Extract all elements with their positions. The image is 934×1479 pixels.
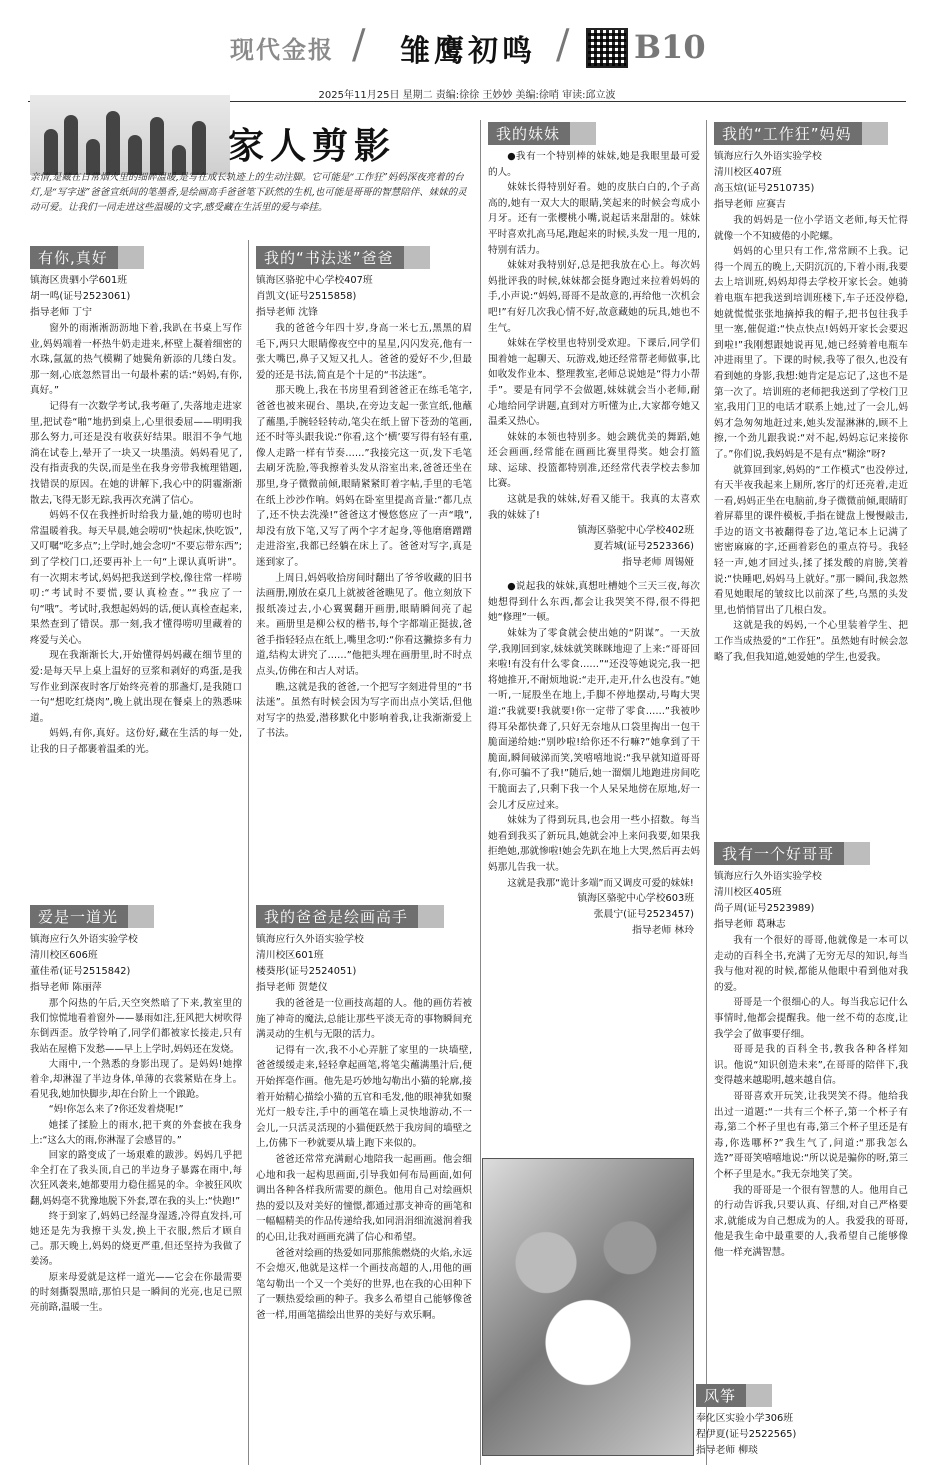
paragraph: 记得有一次数学考试,我考砸了,失落地走进家里,把试卷“啪”地扔到桌上,心里很委屈——明明我那么努力,可还是没有收获好结果。眼泪不争气地淌在试卷上,晕开了一块又一块墨渍。妈妈看见了,没有指责我的失误,而是坐在我身旁带我梳理错题,找错误的原因。在她的讲解下,我心中的阴霾渐渐散去,飞得无影无踪,我再次充满了信心。 [30,400,242,506]
paragraph: 回家的路变成了一场艰难的跋涉。妈妈几乎把伞全打在了我头顶,自己的半边身子暴露在雨中,每次狂风袭来,她都要用力稳住摇晃的伞。伞被狂风吹翻,妈妈毫不犹豫地脱下外套,罩在我的头上:“快跑!” [30,1150,242,1207]
teacher: 指导老师 沈锋 [256,307,318,318]
paragraph: “妈!你怎么来了?你还发着烧呢!” [48,1104,184,1116]
family-silhouette-image [30,95,230,175]
paragraph: 这就是我那“诡计多端”而又调皮可爱的妹妹! [507,877,694,889]
paragraph: 瞧,这就是我的爸爸,一个把写字刻进骨里的“书法迷”。虽然有时候会因为写字而出点小笑话,但他对写字的热爱,潜移默化中影响着我,让我渐渐爱上了书法。 [256,681,472,740]
masthead-divider: / [556,22,570,68]
paragraph: 这就是我的妹妹,好看又能干。我真的太喜欢我的妹妹了! [488,494,700,521]
article-meta [714,869,908,933]
paragraph: 妈妈不仅在我挫折时给我力量,她的唠叨也时常温暖着我。每天早晨,她会唠叨“快起床,快吃饭”,又叮嘱“吃多点”;上学时,她会念叨“不要忘带东西”;到了学校门口,还要再补上一句“上课认真听讲”。有一次期末考试,妈妈把我送到学校,像往常一样唠叨:“考试时不要慌,要认真检查。”“我应了一句“哦”。考试时,我想起妈妈的话,便认真检查起来,果然查到了错误。那一刻,我才懂得唠叨里藏着的疼爱与关心。 [30,510,242,646]
article-title: 我的爸爸是绘画高手 [256,905,444,928]
page-number: B10 [634,28,706,66]
article-body [714,933,908,1260]
teacher: 指导老师 林玲 [632,925,694,937]
author: 尚子周(证号2523989) [714,903,815,914]
paragraph: 原来母爱就是这样一道光——它会在你最需要的时刻撕裂黑暗,那怕只是一瞬间的光亮,也足已照亮前路,温暖一生。 [30,1271,242,1314]
article-good-brother [714,842,908,1260]
author: 高玉煊(证号2510735) [714,183,815,194]
paragraph: 妈妈的心里只有工作,常常顾不上我。记得一个周五的晚上,天阴沉沉的,下着小雨,我要去上培训班,妈妈却得去学校开家长会。她骑着电瓶车把我送到培训班楼下,车子还没停稳,她就慌慌张张地摘掉我的帽子,把书包往我手里一塞,催促道:“快点快点!妈妈开家长会要迟到啦!”我刚想跟她说再见,她已经骑着电瓶车冲进雨里了。下课的时候,我等了很久,也没有看到她的身影,我想:她肯定是忘记了,这也不是第一次了。培训班的老师把我送到了学校门卫室,我用门卫的电话才联系上她,过了一会儿,妈妈才急匆匆地赶过来,她头发湿淋淋的,顾不上擦,一个劲儿跟我说:“对不起,妈妈忘记来接你了。”你们说,我妈妈是不是有点“糊涂”呀? [714,246,908,460]
paragraph: 大雨中,一个熟悉的身影出现了。是妈妈!她撑着伞,却淋湿了半边身体,单薄的衣裳紧贴在身上。看见我,她加快脚步,却在台阶上一个踉跄。 [30,1058,242,1101]
column-rule [248,240,249,1465]
teacher: 指导老师 应赛吉 [714,199,786,210]
paragraph: ●说起我的妹妹,真想吐槽她个三天三夜,每次她想得到什么东西,都会让我哭笑不得,很不得把她“修理”一顿。 [488,581,700,624]
paragraph: 我有一个很好的哥哥,他就像是一本可以走动的百科全书,充满了无穷无尽的知识,每当我与他对视的时候,都能从他眼中看到他对我的爱。 [714,935,908,993]
artwork-title: 风筝 [696,1384,772,1407]
paragraph: 那个闷热的午后,天空突然暗了下来,教室里的我们惊慌地看着窗外——暴雨如注,狂风把大树吹得东倒西歪。放学铃响了,同学们都被家长接走,只有我站在屋檐下发愁——早上上学时,妈妈还在发烧。 [30,998,242,1055]
school: 奉化区实验小学306班 [696,1413,794,1424]
school-campus: 清川校区601班 [256,950,324,961]
school: 镇海应行久外语实验学校 [714,151,822,162]
paragraph: 终于到家了,妈妈已经湿身湿透,冷得直发抖,可她还是先为我擦干头发,换上干衣服,然后才顾自己。那天晚上,妈妈的烧更严重,但还坚持为我做了姜汤。 [30,1210,242,1268]
paragraph: 妹妹在学校里也特别受欢迎。下课后,同学们围着她一起聊天、玩游戏,她还经常帮老师做事,比如收发作业本、整理教室,老师总说她是“得力小帮手”。要是有同学不会做题,妹妹就会当小老师,耐心地给同学讲题,直到对方听懂为止,大家都夸她又温柔又热心。 [488,338,700,428]
article-love-is-light [30,905,242,1315]
paragraph: 我的哥哥是一个很有智慧的人。他用自己的行动告诉我,只要认真、仔细,对自己严格要求,就能成为自己想成为的人。我爱我的哥哥,他是我生命中最重要的人,我希望自己能够像他一样充满智慧。 [714,1184,908,1258]
article-title: 有你,真好 [30,246,144,269]
teacher: 指导老师 陈丽萍 [30,982,102,993]
author: 董佳希(证号2515842) [30,966,131,977]
dateline: 2025年11月25日 星期二 责编:徐徐 王妙妙 美编:徐哨 审读:邱立波 [318,90,616,101]
kite-drawing-image [482,1158,694,1456]
paragraph: 上周日,妈妈收拾房间时翻出了爷爷收藏的旧书法画册,刚放在桌几上就被爸爸瞧见了。他立刻放下报纸凑过去,小心翼翼翻开画册,眼睛瞬间亮了起来。画册里是柳公权的楷书,每个字都端正挺拔,爸爸手指轻轻点在纸上,嘴里念叨:“你看这撇捺多有力道,结构太讲究了……”他把头埋在画册里,时不时点点头,仿佛在和古人对话。 [256,572,472,678]
feature-title: 家人剪影 [228,125,397,167]
article-painter-dad [256,905,472,1323]
paragraph: 哥哥是我的百科全书,教我各种各样知识。他说“知识创造未来”,在哥哥的陪伴下,我变得越来越聪明,越来越自信。 [714,1044,908,1087]
qr-code-icon [586,28,628,68]
article-title: 我的“工作狂”妈妈 [714,122,888,145]
article-body [30,321,242,758]
author: 胡一鸣(证号2523061) [30,291,131,302]
feature-intro: 亲情,是藏在日常烟火里的细碎温暖,是写在成长轨迹上的生动注脚。它可能是“工作狂”妈妈深夜亮着的台灯,是“写字迷”爸爸宣纸间的笔墨香,是绘画高手爸爸笔下跃然的生机,也可能是哥哥的智慧陪伴、妹妹的灵动可爱。让我们一同走进这些温暖的文字,感受藏在生活里的爱与牵挂。 [30,172,467,213]
paragraph: 就算回到家,妈妈的“工作模式”也没停过,有天半夜我起来上厕所,客厅的灯还亮着,走近一看,妈妈正坐在电脑前,身子微微前倾,眼睛盯着屏幕里的课件模板,手指在键盘上慢慢敲击,手边的语文书被翻得卷了边,笔记本上记满了密密麻麻的字,还画着彩色的重点符号。我轻轻一声,她才回过头,揉了揉发酸的肩膀,笑着说:“快睡吧,妈妈马上就好。”那一瞬间,我忽然看见她眼尾的皱纹比以前深了些,乌黑的头发里,也悄悄冒出了几根白发。 [714,464,908,616]
masthead-divider: / [352,22,366,68]
article-meta [256,932,472,996]
school: 镇海区骆驼中心学校603班 [577,893,694,905]
byline [488,891,700,939]
article-body [256,996,472,1323]
article-workaholic-mom [714,122,908,665]
article-body [488,579,700,891]
article-you-are-good [30,246,242,758]
teacher: 指导老师 贺楚仪 [256,982,328,993]
byline [488,523,700,571]
article-title: 我有一个好哥哥 [714,842,870,865]
paragraph: 妹妹的本领也特别多。她会跳优美的舞蹈,她还会画画,经常能在画画比赛里得奖。她会打篮球、运球、投篮都特别准,还经常代表学校去参加比赛。 [488,431,700,490]
paragraph: 妈妈,有你,真好。这份好,藏在生活的每一处,让我的日子都裹着温柔的光。 [30,728,242,756]
teacher: 指导老师 周锡娅 [622,557,694,569]
paragraph: 现在我渐渐长大,开始懂得妈妈藏在细节里的爱:是每天早上桌上温好的豆浆和剥好的鸡蛋,是我写作业到深夜时客厅始终亮着的那盏灯,是我随口一句“想吃红烧肉”,晚上就出现在餐桌上的熟悉味道。 [30,650,242,724]
article-my-sister [488,122,700,939]
artwork-caption-kite [696,1384,906,1459]
author: 楼葵彤(证号2524051) [256,966,357,977]
teacher: 指导老师 葛琳志 [714,919,786,930]
school-campus: 清川校区606班 [30,950,98,961]
paragraph: 妹妹长得特别好看。她的皮肤白白的,个子高高的,她有一双大大的眼睛,笑起来的时候会弯成小月牙。还有一张樱桃小嘴,说起话来甜甜的。妹妹平时喜欢扎高马尾,跑起来的时候,头发一甩一甩的,特别有活力。 [488,182,700,256]
paragraph: 我的爸爸今年四十岁,身高一米七五,黑黑的眉毛下,两只大眼睛像夜空中的星星,闪闪发亮,他有一张大嘴巴,鼻子又短又扎人。爸爸的爱好不少,但最爱的还是书法,简直是个十足的“书法迷”。 [256,323,472,381]
paragraph: 她揉了揉脸上的雨水,把干爽的外套披在我身上:“这么大的雨,你淋湿了会感冒的。” [30,1119,242,1146]
article-title: 我的妹妹 [488,122,596,145]
paragraph: 窗外的雨淅淅沥沥地下着,我趴在书桌上写作业,妈妈端着一杯热牛奶走进来,杯壁上凝着细密的水珠,氤氲的热气模糊了她鬓角新添的几缕白发。那一刻,心底忽然冒出一句最朴素的话:“妈妈,有你,真好。” [30,323,242,397]
school: 镇海区骆驼中心学校407班 [256,275,373,286]
paragraph: 妹妹为了零食就会使出她的“阴谋”。一天放学,我刚回到家,妹妹就笑眯眯地迎了上来:“哥哥回来啦!有没有什么零食……”“还没等她说完,我一把将她推开,不耐烦地说:“走开,走开,什么也没有。”她一听,一屁股坐在地上,手脚不停地摆动,号啕大哭道:“我就要!我就要!你一定带了零食……”我被吵得耳朵都快聋了,只好无奈地从口袋里掏出一包干脆面递给她:“别吵啦!给你还不行嘛?”她拿到了干脆面,瞬间破涕而笑,笑嘻嘻地说:“我早就知道哥哥有,你可骗不了我!”随后,她一溜烟儿地跑进房间吃干脆面去了,只剩下我一个人呆呆地傍在原地,好一会儿才反应过来。 [488,628,700,811]
article-calligraphy-dad [256,246,472,742]
column-name: 雏鹰初鸣 [400,34,536,69]
teacher: 指导老师 丁宁 [30,307,92,318]
column-rule [706,120,707,1465]
paragraph: 哥哥是一个很细心的人。每当我忘记什么事情时,他都会提醒我。他一丝不苟的态度,让我学会了做事要仔细。 [714,997,908,1040]
article-title: 我的“书法迷”爸爸 [256,246,430,269]
article-meta [256,273,472,321]
article-meta [30,932,242,996]
paragraph: 哥哥喜欢开玩笑,让我哭笑不得。他给我出过一道题:“一共有三个杯子,第一个杯子有毒,第二个杯子里也有毒,第三个杯子里还是有毒,你选哪杯?”我生气了,问道:“那我怎么选?”哥哥笑嘻嘻地说:“所以说是骗你的呀,第三个杯子里是水。”我无奈地笑了笑。 [714,1090,909,1180]
school: 镇海区骆驼中心学校402班 [577,525,694,537]
article-meta [30,273,242,321]
article-body [714,213,908,665]
school: 镇海应行久外语实验学校 [30,934,138,945]
author: 夏若城(证号2523366) [593,541,694,553]
school: 镇海区贵驷小学601班 [30,275,128,286]
school-campus: 清川校区407班 [714,167,782,178]
article-body [30,996,242,1315]
school: 镇海应行久外语实验学校 [256,934,364,945]
paragraph: 那天晚上,我在书房里看到爸爸正在练毛笔字,爸爸也被来砚台、墨块,在旁边支起一张宣纸,他蘸了蘸墨,手腕轻轻转动,笔尖在纸上留下苍劲的笔画,还不时等头跟我说:“你看,这个‘横’要写得有轻有重,像人走路一样有节奏……”我接完这一页,发下毛笔去刷牙洗脸,等我擦着头发从浴室出来,爸爸还坐在那里,身子微微前倾,眼睛紧紧盯着字帖,手里的毛笔在纸上沙沙作响。妈妈在卧室里提高音量:“都几点了,还不快去洗澡!”爸爸这才慢悠悠应了一声“哦”,却没有放下笔,又写了两个字才起身,等他磨磨蹭蹭走进浴室,我都已经躺在床上了。爸爸对写字,真是迷到家了。 [256,385,472,568]
paragraph: 妹妹对我特别好,总是把我放在心上。每次妈妈批评我的时候,妹妹都会挺身跑过来拉着妈妈的手,小声说:“妈妈,哥哥不是故意的,再给他一次机会吧!”有好几次我心情不好,故意藏她的玩具,她也不生气。 [488,260,700,334]
artwork-meta [696,1411,906,1459]
school-campus: 清川校区405班 [714,887,782,898]
column-rule [480,120,481,1465]
article-meta [714,149,908,213]
author: 程伊夏(证号2522565) [696,1429,797,1440]
paragraph: 记得有一次,我不小心弄脏了家里的一块墙壁,爸爸缓缓走来,轻轻拿起画笔,将笔尖蘸满墨汁后,便开始挥毫作画。他先是巧妙地勾勒出小猫的轮廓,接着开始精心描绘小猫的五官和毛发,他的眼神犹如聚光灯一般专注,手中的画笔在墙上灵快地游动,不一会儿,一只活灵活现的小猫便跃然于我房间的墙壁之上,仿佛下一秒就要从墙上跑下来似的。 [256,1044,472,1150]
author: 肖凯文(证号2515858) [256,291,357,302]
teacher: 指导老师 柳琰 [696,1445,758,1456]
school: 镇海应行久外语实验学校 [714,871,822,882]
article-body [256,321,472,742]
author: 张晨宁(证号2523457) [593,909,694,921]
paragraph: 这就是我的妈妈,一个心里装着学生、把工作当成热爱的“工作狂”。虽然她有时候会忽略了我,但我知道,她爱她的学生,也爱我。 [714,620,908,663]
paper-name: 现代金报 [230,35,334,64]
paragraph: 爸爸对绘画的热爱如同那熊熊燃烧的火焰,永远不会熄灭,他就是这样一个画技高超的人,用他的画笔勾勒出一个又一个美好的世界,也在我的心田种下了一颗热爱绘画的种子。我多么希望自己能够像爸爸一样,用画笔描绘出世界的美好与欢乐啊。 [256,1247,472,1321]
paragraph: 妹妹为了得到玩具,也会用一些小招数。每当她看到我买了新玩具,她就会冲上来问我要,如果我拒绝她,那就惨啦!她会先趴在地上大哭,然后再去妈妈那儿告我一状。 [488,815,700,873]
paragraph: 我的妈妈是一位小学语文老师,每天忙得就像一个不知疲倦的小陀螺。 [714,215,908,242]
paragraph: 爸爸还常常充满耐心地陪我一起画画。他会细心地和我一起构思画面,引导我如何布局画面,如何调出各种各样我所需要的颜色。他用自己对绘画炽热的爱以及对美好的憧憬,都通过那支神奇的画笔和一幅幅精美的作品传递给我,如同涓涓细流滋润着我的心田,让我对画画充满了信心和希望。 [256,1153,472,1243]
paragraph: 我的爸爸是一位画技高超的人。他的画仿若被施了神奇的魔法,总能让那些平淡无奇的事物瞬间充满灵动的生机与无限的活力。 [256,998,472,1041]
article-body [488,149,700,523]
paragraph: ●我有一个特别棒的妹妹,她是我眼里最可爱的人。 [488,151,700,178]
article-title: 爱是一道光 [30,905,154,928]
